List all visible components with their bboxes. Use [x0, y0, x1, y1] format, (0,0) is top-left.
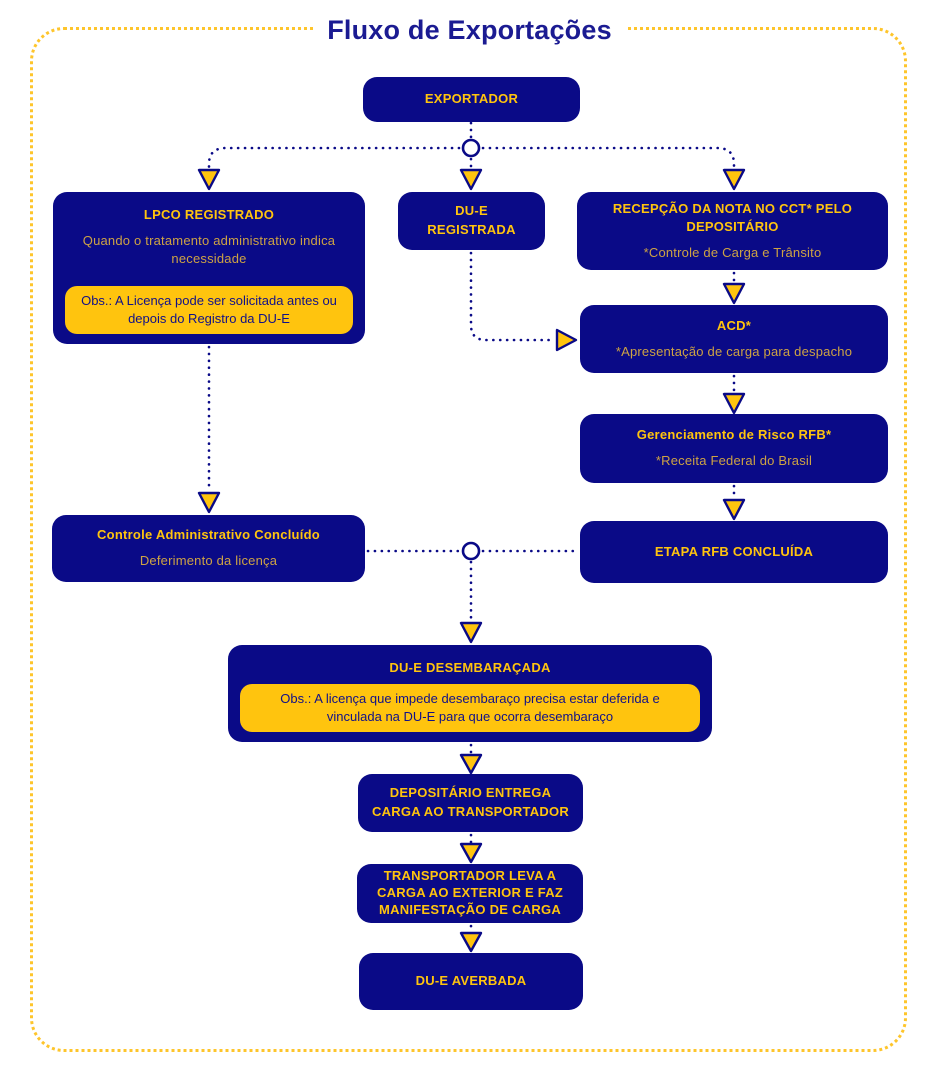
node-title: LPCO REGISTRADO — [143, 207, 275, 222]
arrow-down-icon — [461, 623, 481, 642]
node-due-averbada — [359, 953, 583, 1010]
connector-due-registrada-acd — [471, 253, 551, 340]
node-title: DEPOSITÁRIO ENTREGA CARGA AO TRANSPORTADOR — [371, 785, 570, 819]
node-subtitle: Deferimento da licença — [139, 553, 278, 569]
node-controle-administrativo — [52, 515, 365, 582]
node-subtitle: *Receita Federal do Brasil — [655, 453, 813, 469]
node-title: EXPORTADOR — [424, 91, 519, 107]
node-title: DU-E REGISTRADA — [427, 203, 516, 237]
node-depositario-entrega — [358, 774, 583, 832]
node-gerenciamento-risco-rfb — [580, 414, 888, 483]
arrow-down-icon — [724, 500, 744, 519]
node-subtitle: *Controle de Carga e Trânsito — [643, 245, 822, 261]
arrow-down-icon — [461, 844, 481, 862]
node-title: DU-E AVERBADA — [415, 973, 527, 989]
node-title: Controle Administrativo Concluído — [97, 527, 320, 543]
node-lpco-registrado — [53, 192, 365, 344]
node-title: TRANSPORTADOR LEVA A CARGA AO EXTERIOR E FAZ MANIFESTAÇÃO DE CARGA — [376, 868, 564, 917]
node-subtitle: *Apresentação de carga para despacho — [615, 343, 853, 359]
arrow-down-icon — [461, 170, 481, 189]
node-title: ETAPA RFB CONCLUÍDA — [654, 543, 814, 559]
node-exportador — [363, 77, 580, 122]
arrow-down-icon — [461, 933, 481, 951]
junction-circle-top — [463, 140, 479, 156]
note-callout: Obs.: A licença que impede desembaraço precisa estar deferida e vinculada na DU-E para que ocorra desembaraço — [240, 684, 700, 732]
node-etapa-rfb-concluida — [580, 521, 888, 583]
arrow-down-icon — [199, 170, 219, 189]
connector-junction-recepcao — [483, 148, 734, 168]
node-title: DU-E DESEMBARAÇADA — [389, 660, 551, 675]
node-title: ACD* — [716, 317, 752, 333]
connector-junction-lpco — [209, 148, 459, 168]
node-due-registrada — [398, 192, 545, 250]
node-title: Gerenciamento de Risco RFB* — [636, 427, 832, 443]
node-recepcao-nota-cct — [577, 192, 888, 270]
junction-circle-middle — [463, 543, 479, 559]
arrow-right-icon — [557, 330, 576, 350]
node-due-desembaracada — [228, 645, 712, 742]
node-transportador-leva — [357, 864, 583, 923]
arrow-down-icon — [461, 755, 481, 773]
node-subtitle: Quando o tratamento administrativo indica necessidade — [82, 232, 336, 267]
arrow-down-icon — [724, 394, 744, 413]
page-title: Fluxo de Exportações — [313, 13, 626, 47]
note-callout: Obs.: A Licença pode ser solicitada antes ou depois do Registro da DU-E — [65, 286, 353, 334]
arrow-down-icon — [724, 284, 744, 303]
arrow-down-icon — [199, 493, 219, 512]
node-title: RECEPÇÃO DA NOTA NO CCT* PELO DEPOSITÁRIO — [612, 200, 853, 235]
arrow-down-icon — [724, 170, 744, 189]
node-acd — [580, 305, 888, 373]
